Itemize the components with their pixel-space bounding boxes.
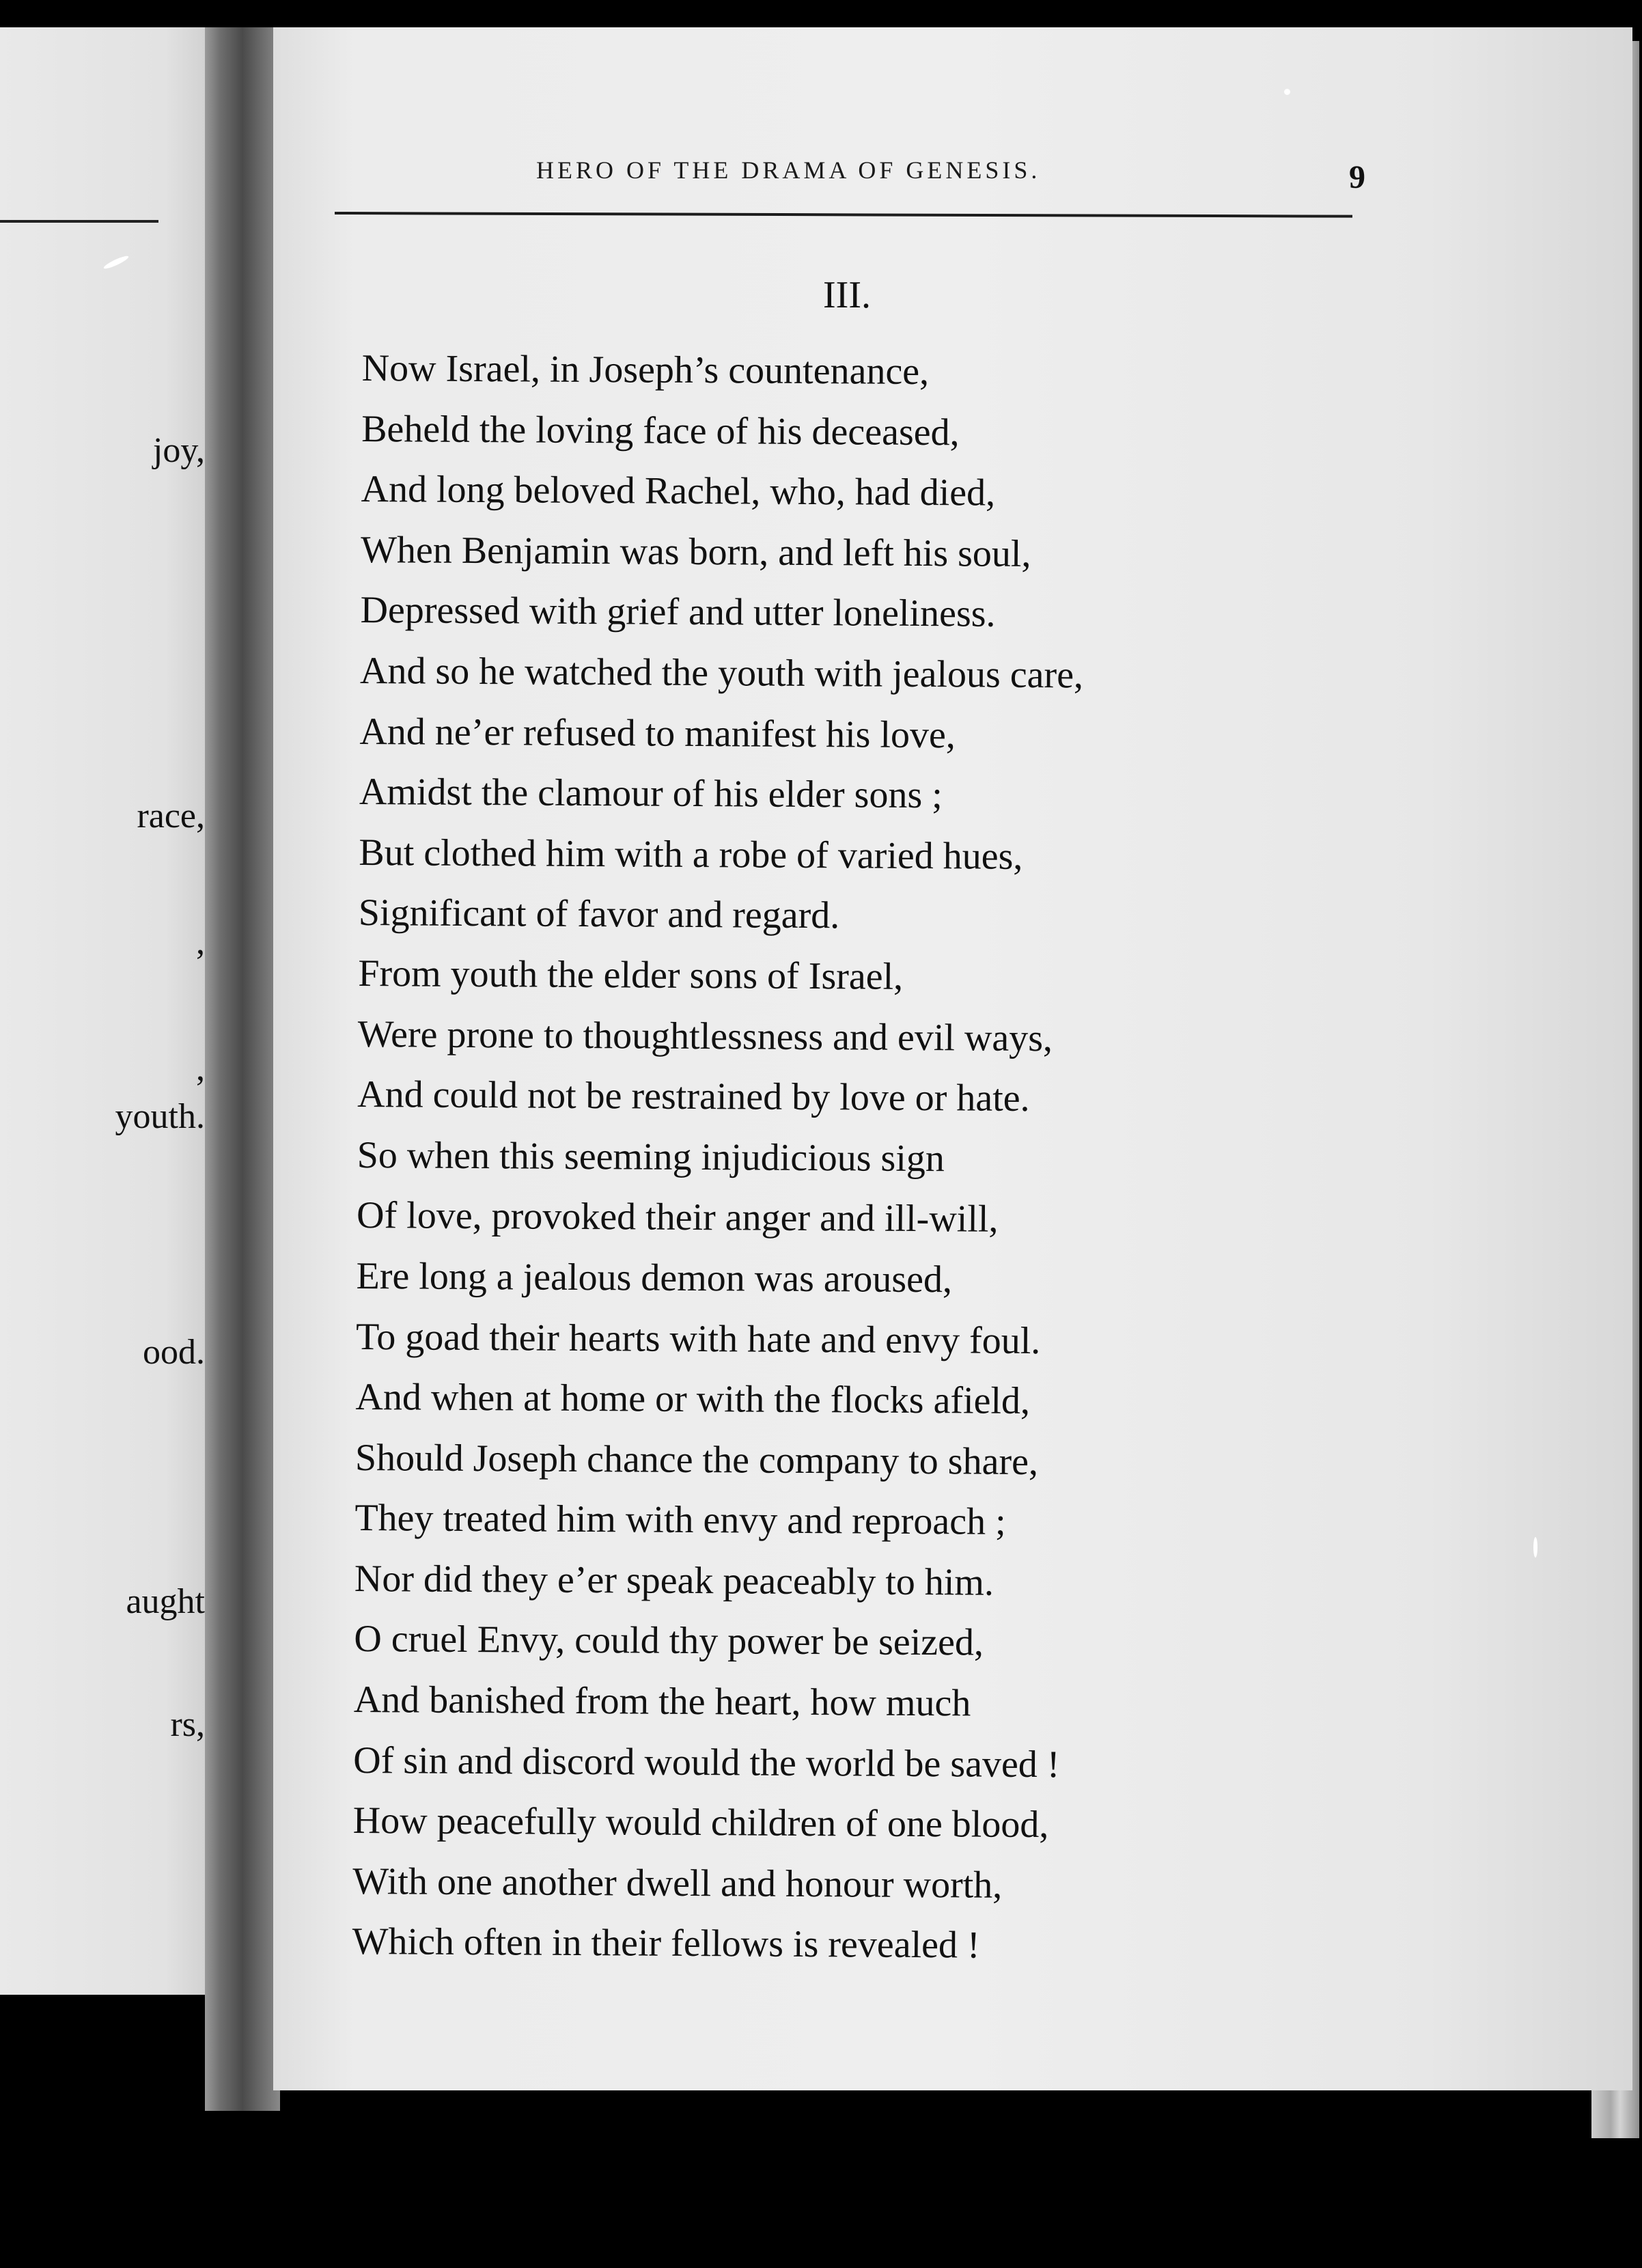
left-fragment: rs,	[170, 1705, 205, 1744]
section-number: III.	[823, 274, 871, 316]
poem-line: And banished from the heart, how much	[353, 1678, 971, 1725]
left-fragment: joy,	[152, 431, 205, 470]
left-fragment: race,	[137, 797, 205, 835]
poem-line: They treated him with envy and reproach ;	[354, 1497, 1006, 1544]
poem-stanza	[352, 338, 1305, 1978]
poem-line: O cruel Envy, could thy power be seized,	[354, 1618, 984, 1665]
left-fragment: ,	[196, 1049, 205, 1088]
running-head: HERO OF THE DRAMA OF GENESIS.	[536, 156, 1041, 184]
book-gutter-shadow	[205, 27, 280, 2111]
poem-line: And ne’er refused to manifest his love,	[359, 710, 956, 756]
poem-line: Should Joseph chance the company to share,	[354, 1436, 1039, 1483]
scan-speck	[1284, 89, 1290, 95]
poem-line: To goad their hearts with hate and envy foul.	[355, 1315, 1041, 1362]
poem-line: Now Israel, in Joseph’s countenance,	[361, 346, 930, 393]
poem-line: Which often in their fellows is revealed !	[352, 1920, 980, 1967]
poem-line: With one another dwell and honour worth,	[352, 1859, 1003, 1907]
scan-speck	[1533, 1537, 1537, 1558]
poem-line: And could not be restrained by love or hate.	[357, 1073, 1030, 1120]
poem-line: And long beloved Rachel, who, had died,	[361, 468, 996, 514]
poem-line: From youth the elder sons of Israel,	[358, 952, 904, 998]
poem-line: Amidst the clamour of his elder sons ;	[359, 771, 943, 817]
poem-line: So when this seeming injudicious sign	[357, 1133, 945, 1180]
left-fragment: youth.	[115, 1097, 205, 1136]
poem-line: Of love, provoked their anger and ill-will,	[356, 1194, 999, 1241]
poem-line: Ere long a jealous demon was aroused,	[356, 1254, 953, 1301]
poem-line: And when at home or with the flocks afield,	[355, 1376, 1031, 1423]
poem-line: And so he watched the youth with jealous care,	[359, 649, 1084, 697]
poem-line: When Benjamin was born, and left his soul,	[360, 528, 1031, 575]
facing-page-left	[0, 27, 236, 1995]
poem-line: Nor did they e’er speak peaceably to him.	[354, 1557, 994, 1604]
poem-line: How peacefully would children of one blood,	[352, 1799, 1049, 1847]
poem-line: Depressed with grief and utter loneliness.	[360, 589, 996, 636]
poem-line: Beheld the loving face of his deceased,	[361, 407, 960, 454]
poem-line: Significant of favor and regard.	[358, 891, 840, 937]
poem-line: Were prone to thoughtlessness and evil ways,	[357, 1012, 1053, 1060]
left-fragment: ,	[196, 923, 205, 962]
poem-line: Of sin and discord would the world be saved !	[353, 1739, 1060, 1786]
poem-line: But clothed him with a robe of varied hues,	[359, 831, 1023, 878]
page-number: 9	[1349, 159, 1365, 195]
left-page-rule	[0, 220, 158, 223]
left-fragment: aught	[126, 1582, 205, 1621]
left-fragment: ood.	[143, 1333, 205, 1372]
